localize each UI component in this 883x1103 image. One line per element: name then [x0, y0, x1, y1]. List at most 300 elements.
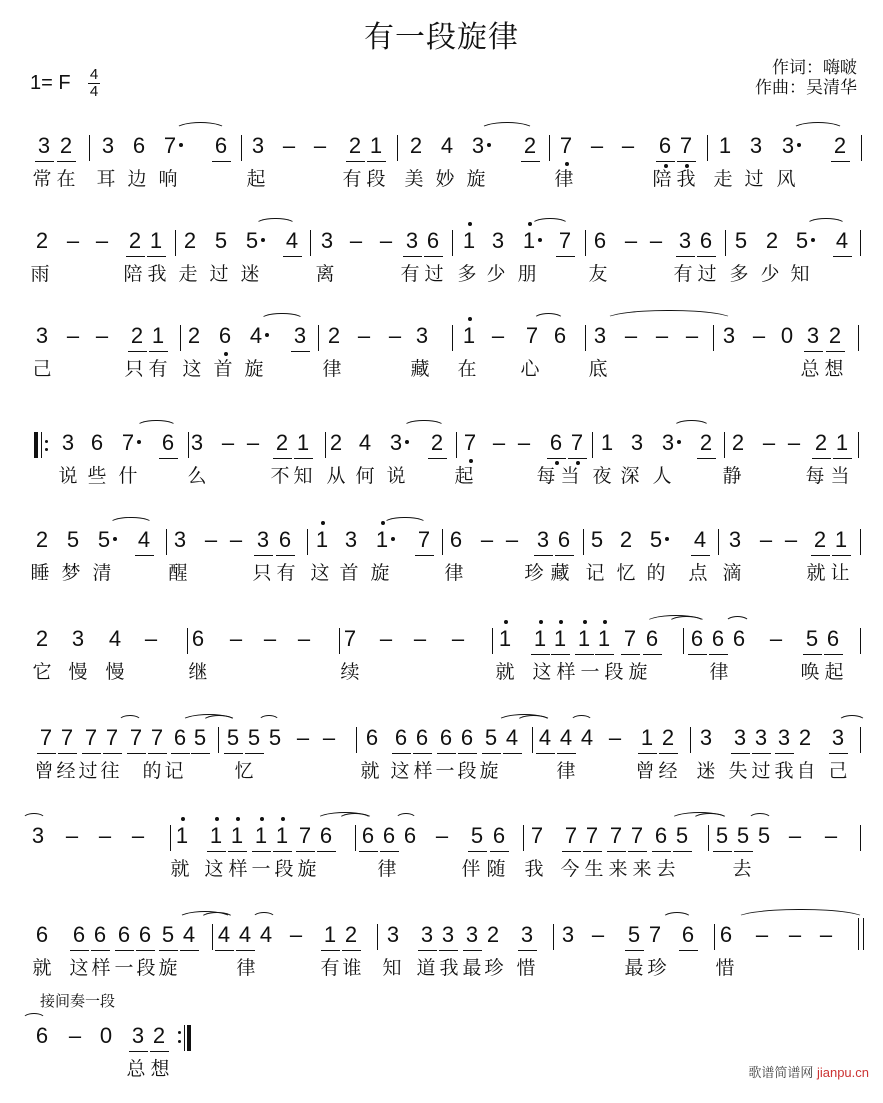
- note: [127, 323, 147, 349]
- note-value: 7: [84, 725, 98, 750]
- note: [637, 725, 657, 751]
- note-value: 2: [275, 430, 289, 455]
- note-value: 4: [108, 626, 122, 651]
- dash-extension: [502, 527, 522, 553]
- note-value: –: [769, 626, 783, 651]
- barline: [707, 135, 708, 161]
- note: [102, 725, 122, 751]
- note-value: –: [649, 228, 663, 253]
- score-row: [0, 323, 883, 403]
- lyric-char: 些: [87, 466, 107, 487]
- lyric-char: 这: [390, 761, 410, 782]
- barline: [377, 924, 378, 950]
- lyric-char: 走: [713, 169, 733, 190]
- note-value: 2: [348, 133, 362, 158]
- eighth-underline: [709, 654, 728, 655]
- note: [828, 725, 848, 751]
- eighth-underline: [283, 256, 302, 257]
- lyric-char: 伴: [461, 859, 481, 880]
- lyric-char: 去: [656, 859, 676, 880]
- eighth-underline: [463, 950, 482, 951]
- key-signature: 1= F: [30, 72, 71, 94]
- note-value: 3: [251, 133, 265, 158]
- note: [606, 823, 626, 849]
- lyric-char: 让: [830, 563, 850, 584]
- note-value: –: [349, 228, 363, 253]
- note-value: 3: [630, 430, 644, 455]
- note-value: 3: [190, 430, 204, 455]
- note: [320, 922, 340, 948]
- note-value: –: [624, 323, 638, 348]
- lyric-char: 朋: [517, 264, 537, 285]
- note: [184, 323, 204, 349]
- note: [675, 228, 695, 254]
- note: [696, 725, 716, 751]
- lyric-char: 想: [824, 359, 844, 380]
- dash-extension: [448, 626, 468, 652]
- high-octave-dot: [236, 817, 240, 821]
- note: [372, 527, 392, 553]
- note-value: –: [762, 430, 776, 455]
- lyric-char: 陪: [652, 169, 672, 190]
- note-value: –: [435, 823, 449, 848]
- lyric-char: 经: [658, 761, 678, 782]
- note: [520, 133, 540, 159]
- lyric-char: 雨: [30, 264, 50, 285]
- eighth-underline: [829, 753, 848, 754]
- barline: [166, 529, 167, 555]
- note: [57, 725, 77, 751]
- barline: [583, 529, 584, 555]
- dash-extension: [514, 430, 534, 456]
- eighth-underline: [811, 555, 830, 556]
- lyric-char: 梦: [61, 563, 81, 584]
- note-value: –: [246, 430, 260, 455]
- augmentation-dot: [113, 537, 117, 541]
- lyric-char: 己: [32, 359, 52, 380]
- lyric-char: 醒: [168, 563, 188, 584]
- eighth-underline: [551, 654, 570, 655]
- note-value: 7: [570, 430, 584, 455]
- lyric-char: 多: [457, 264, 477, 285]
- note: [379, 823, 399, 849]
- high-octave-dot: [260, 817, 264, 821]
- eighth-underline: [180, 950, 199, 951]
- lyric-char: 来: [608, 859, 628, 880]
- lyric-char: 就: [360, 761, 380, 782]
- slur: [533, 313, 564, 320]
- note: [658, 725, 678, 751]
- lyric-char: 首: [213, 359, 233, 380]
- note: [642, 626, 662, 652]
- composer-credit: 作曲：吴清华: [755, 78, 857, 97]
- lyric-char: 离: [315, 264, 335, 285]
- lyric-char: 的: [142, 761, 162, 782]
- eighth-underline: [676, 256, 695, 257]
- lyric-char: 一: [435, 761, 455, 782]
- note: [535, 725, 555, 751]
- note: [719, 323, 739, 349]
- eighth-underline: [57, 161, 76, 162]
- note-value: 7: [585, 823, 599, 848]
- note-value: 6: [439, 725, 453, 750]
- dash-extension: [588, 922, 608, 948]
- note-value: 3: [71, 626, 85, 651]
- lyric-char: 生: [584, 859, 604, 880]
- dash-extension: [621, 228, 641, 254]
- lyric-char: 总: [126, 1059, 146, 1080]
- dash-extension: [781, 527, 801, 553]
- note-value: 7: [630, 823, 644, 848]
- dash-extension: [63, 228, 83, 254]
- eighth-underline: [679, 950, 698, 951]
- note-value: 1: [375, 527, 389, 552]
- note-value: 3: [415, 323, 429, 348]
- note-value: –: [289, 922, 303, 947]
- eighth-underline: [127, 753, 146, 754]
- note-value: –: [68, 1023, 82, 1048]
- slur: [673, 420, 710, 427]
- note-value: 2: [128, 228, 142, 253]
- note-value: 7: [648, 922, 662, 947]
- note: [223, 725, 243, 751]
- note: [696, 228, 716, 254]
- note-value: 3: [661, 430, 675, 455]
- note-value: 2: [152, 1023, 166, 1048]
- lyric-char: 过: [744, 169, 764, 190]
- dash-extension: [92, 323, 112, 349]
- barline: [592, 432, 593, 458]
- high-octave-dot: [559, 620, 563, 624]
- note-value: 7: [39, 725, 53, 750]
- note: [778, 133, 798, 159]
- lyric-char: 旋: [370, 563, 390, 584]
- note: [275, 527, 295, 553]
- lyric-char: 忆: [616, 563, 636, 584]
- watermark-domain: jianpu.cn: [816, 1065, 869, 1080]
- note-value: 6: [90, 430, 104, 455]
- eighth-underline: [659, 753, 678, 754]
- note: [550, 323, 570, 349]
- note-value: 7: [121, 430, 135, 455]
- note: [574, 626, 594, 652]
- eighth-underline: [252, 851, 271, 852]
- note-value: 6: [681, 922, 695, 947]
- note: [170, 527, 190, 553]
- eighth-underline: [536, 753, 555, 754]
- note-value: 2: [833, 133, 847, 158]
- note: [725, 527, 745, 553]
- note: [32, 626, 52, 652]
- slur: [200, 912, 234, 919]
- note-value: 7: [558, 228, 572, 253]
- note-value: 1: [254, 823, 268, 848]
- eighth-underline: [833, 458, 852, 459]
- note-value: 1: [230, 823, 244, 848]
- note-value: 3: [733, 725, 747, 750]
- lyric-char: 当: [830, 466, 850, 487]
- low-octave-dot: [565, 162, 569, 166]
- eighth-underline: [126, 256, 145, 257]
- note-value: 3: [420, 922, 434, 947]
- note-value: 6: [35, 922, 49, 947]
- eighth-underline: [826, 351, 845, 352]
- note-value: 6: [553, 323, 567, 348]
- note-value: 6: [361, 823, 375, 848]
- lyric-char: 有: [673, 264, 693, 285]
- lyric-char: 陪: [123, 264, 143, 285]
- note-value: 1: [175, 823, 189, 848]
- barline: [310, 230, 311, 256]
- note-value: –: [788, 823, 802, 848]
- eighth-underline: [832, 555, 851, 556]
- eighth-underline: [677, 161, 696, 162]
- eighth-underline: [276, 555, 295, 556]
- lyric-char: 夜: [592, 466, 612, 487]
- note-value: –: [784, 527, 798, 552]
- eighth-underline: [191, 753, 210, 754]
- note: [751, 725, 771, 751]
- note-value: 3: [131, 1023, 145, 1048]
- note-value: 2: [523, 133, 537, 158]
- note-value: 7: [564, 823, 578, 848]
- note-value: 6: [319, 823, 333, 848]
- eighth-underline: [775, 753, 794, 754]
- note-value: 4: [440, 133, 454, 158]
- lyric-char: 有: [276, 563, 296, 584]
- note: [488, 228, 508, 254]
- eighth-underline: [656, 161, 675, 162]
- note: [731, 228, 751, 254]
- eighth-underline: [628, 851, 647, 852]
- note: [114, 922, 134, 948]
- note-value: –: [98, 823, 112, 848]
- slur: [175, 122, 226, 130]
- note-value: 1: [600, 430, 614, 455]
- lyric-char: 清: [92, 563, 112, 584]
- note-value: 3: [749, 133, 763, 158]
- note-value: 5: [805, 626, 819, 651]
- lyric-char: 律: [444, 563, 464, 584]
- high-octave-dot: [181, 817, 185, 821]
- note: [733, 823, 753, 849]
- note: [831, 527, 851, 553]
- note: [355, 430, 375, 456]
- note: [481, 725, 501, 751]
- note: [188, 626, 208, 652]
- note-value: 5: [675, 823, 689, 848]
- lyric-char: 这: [204, 859, 224, 880]
- lyric-char: 继: [188, 662, 208, 683]
- lyric-char: 这: [310, 563, 330, 584]
- note-value: 6: [593, 228, 607, 253]
- note: [795, 725, 815, 751]
- high-octave-dot: [468, 222, 472, 226]
- note-value: 2: [130, 323, 144, 348]
- augmentation-dot: [677, 440, 681, 444]
- note: [460, 430, 480, 456]
- note-value: 6: [645, 626, 659, 651]
- note: [341, 527, 361, 553]
- lyric-char: 走: [178, 264, 198, 285]
- note: [158, 922, 178, 948]
- note: [235, 922, 255, 948]
- note: [502, 725, 522, 751]
- note: [832, 430, 852, 456]
- barline: [858, 325, 859, 351]
- note: [792, 228, 812, 254]
- note: [256, 922, 276, 948]
- lyric-char: 旋: [244, 359, 264, 380]
- note-value: 1: [553, 626, 567, 651]
- note: [459, 323, 479, 349]
- lyric-char: 我: [439, 958, 459, 979]
- note-value: 3: [806, 323, 820, 348]
- note: [248, 133, 268, 159]
- dash-extension: [752, 922, 772, 948]
- note-value: 4: [559, 725, 573, 750]
- note: [546, 430, 566, 456]
- note-value: –: [379, 228, 393, 253]
- lyric-char: 律: [554, 169, 574, 190]
- dash-extension: [201, 527, 221, 553]
- note-value: –: [788, 922, 802, 947]
- barline: [452, 230, 453, 256]
- barline: [241, 135, 242, 161]
- slur: [338, 813, 372, 820]
- barline: [355, 825, 356, 851]
- lyric-char: 样: [413, 761, 433, 782]
- note-value: 3: [293, 323, 307, 348]
- slur: [735, 909, 866, 919]
- eighth-underline: [490, 851, 509, 852]
- slur: [22, 813, 46, 820]
- note: [616, 527, 636, 553]
- note-value: 3: [777, 725, 791, 750]
- eighth-underline: [224, 753, 243, 754]
- high-octave-dot: [468, 317, 472, 321]
- lyric-char: 么: [187, 466, 207, 487]
- note-value: –: [591, 922, 605, 947]
- lyric-char: 藏: [410, 359, 430, 380]
- lyric-char: 起: [824, 662, 844, 683]
- time-signature-bottom: 4: [89, 83, 99, 100]
- note: [712, 823, 732, 849]
- augmentation-dot: [405, 440, 409, 444]
- note-value: 6: [394, 725, 408, 750]
- note: [746, 133, 766, 159]
- note: [830, 133, 850, 159]
- note-value: 2: [798, 725, 812, 750]
- lyric-char: 说: [386, 466, 406, 487]
- dash-extension: [488, 323, 508, 349]
- eighth-underline: [697, 256, 716, 257]
- note: [672, 823, 692, 849]
- dash-extension: [62, 823, 82, 849]
- slur: [838, 715, 866, 722]
- score-row: [0, 922, 883, 1002]
- eighth-underline: [824, 654, 843, 655]
- lyric-char: 旋: [297, 859, 317, 880]
- note-value: 5: [649, 527, 663, 552]
- note: [658, 430, 678, 456]
- note-value: 6: [214, 133, 228, 158]
- eighth-underline: [392, 753, 411, 754]
- note: [126, 725, 146, 751]
- lyric-char: 想: [150, 1059, 170, 1080]
- note-value: 2: [35, 228, 49, 253]
- low-octave-dot: [664, 164, 668, 168]
- note-value: –: [357, 323, 371, 348]
- note: [802, 626, 822, 652]
- eighth-underline: [437, 753, 456, 754]
- note-value: –: [413, 626, 427, 651]
- note: [160, 133, 180, 159]
- lyric-char: 慢: [105, 662, 125, 683]
- eighth-underline: [35, 161, 54, 162]
- note: [170, 725, 190, 751]
- note: [282, 228, 302, 254]
- barline: [356, 727, 357, 753]
- dash-extension: [218, 430, 238, 456]
- lyric-char: 一: [580, 662, 600, 683]
- lyric-char: 多: [729, 264, 749, 285]
- note-value: –: [204, 527, 218, 552]
- note-value: 2: [813, 527, 827, 552]
- dash-extension: [65, 1023, 85, 1049]
- barline: [89, 135, 90, 161]
- lyric-char: 起: [454, 466, 474, 487]
- eighth-underline: [557, 753, 576, 754]
- lyric-char: 友: [588, 264, 608, 285]
- note-value: –: [621, 133, 635, 158]
- slur: [792, 122, 844, 130]
- note: [32, 527, 52, 553]
- lyric-char: 惜: [516, 958, 536, 979]
- eighth-underline: [215, 950, 234, 951]
- note: [341, 922, 361, 948]
- note: [36, 725, 56, 751]
- lyric-char: 曾: [635, 761, 655, 782]
- note-value: –: [752, 323, 766, 348]
- note: [96, 1023, 116, 1049]
- lyric-char: 知: [790, 264, 810, 285]
- eighth-underline: [236, 950, 255, 951]
- note-value: 1: [149, 228, 163, 253]
- note-value: –: [95, 323, 109, 348]
- barline: [585, 230, 586, 256]
- note: [730, 725, 750, 751]
- note-value: 1: [522, 228, 536, 253]
- note-value: –: [144, 626, 158, 651]
- eighth-underline: [521, 161, 540, 162]
- score-row: [0, 228, 883, 308]
- slur: [22, 1013, 46, 1020]
- note: [696, 430, 716, 456]
- dash-extension: [785, 823, 805, 849]
- lyric-char: 少: [760, 264, 780, 285]
- low-octave-dot: [469, 459, 473, 463]
- note-value: –: [655, 323, 669, 348]
- note-value: –: [296, 725, 310, 750]
- lyric-char: 自: [796, 761, 816, 782]
- lyric-char: 最: [462, 958, 482, 979]
- note: [678, 922, 698, 948]
- note: [272, 823, 292, 849]
- note-value: 5: [245, 228, 259, 253]
- lyric-char: 常: [32, 169, 52, 190]
- note: [362, 725, 382, 751]
